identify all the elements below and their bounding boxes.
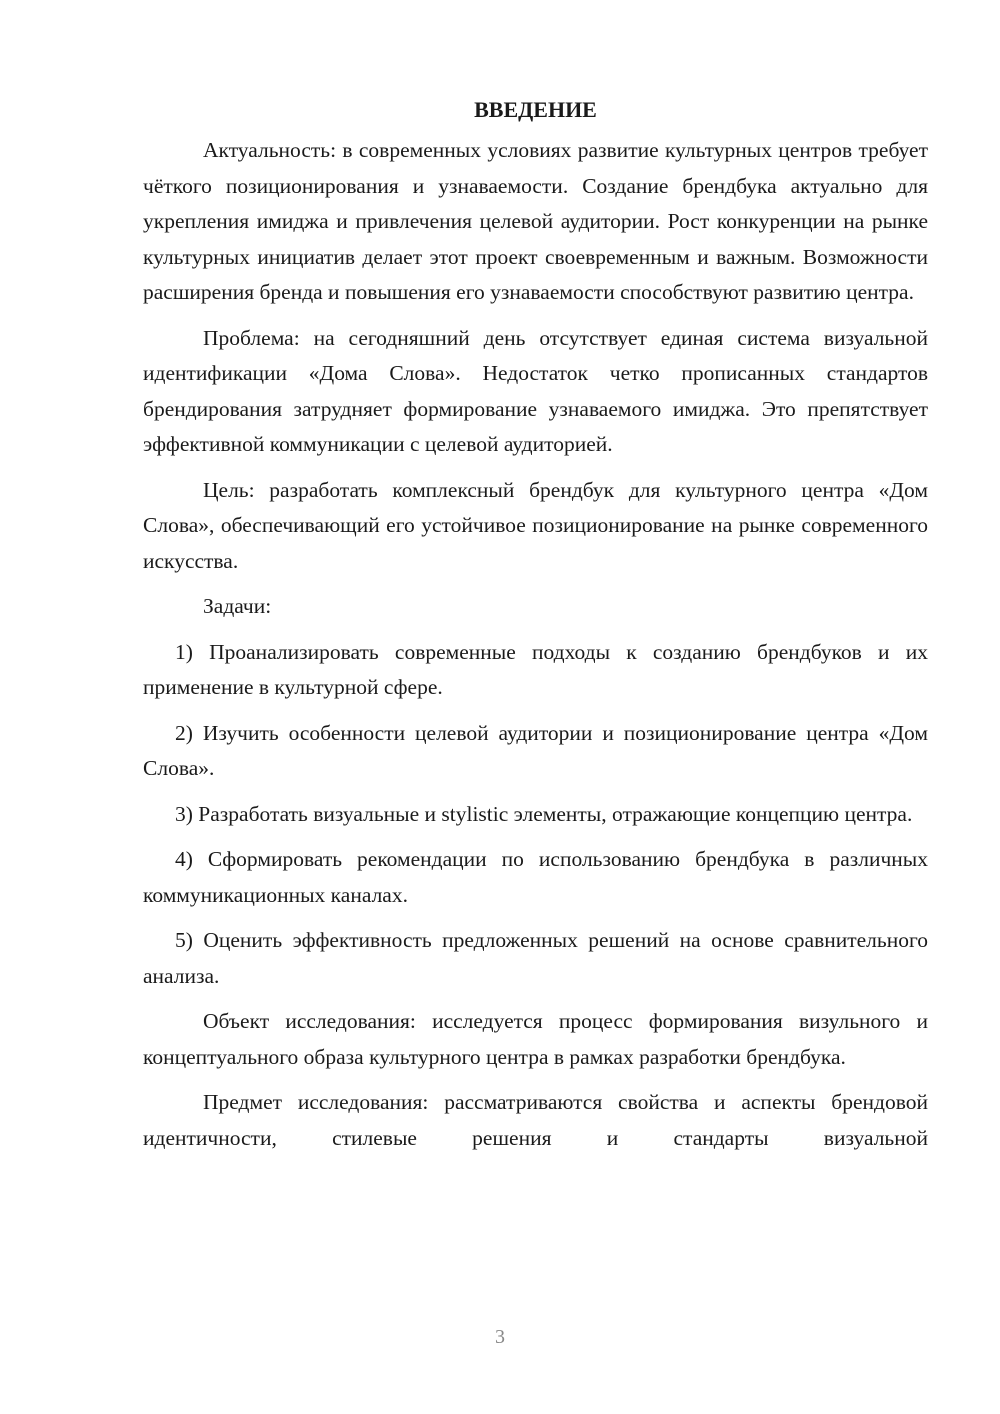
task-item-5: 5) Оценить эффективность предложенных решений на основе сравнительного анализа.: [143, 928, 928, 988]
paragraph-problem: Проблема: на сегодняшний день отсутствует единая система визуальной идентификации «Дома Слова». Недостаток четко прописанных стандартов брендирования затрудняет формирование узнаваемого имиджа. Это препятствует эффективной коммуникации с целевой аудиторией.: [143, 325, 928, 456]
paragraph-subject: Предмет исследования: рассматриваются свойства и аспекты брендовой идентичности, стилевые решения и стандарты визуальной: [143, 1090, 928, 1150]
paragraph-object: Объект исследования: исследуется процесс формирования визульного и концептуального образа культурного центра в рамках разработки брендбука.: [143, 1009, 928, 1069]
paragraph-relevance: Актуальность: в современных условиях развитие культурных центров требует чёткого позиционирования и узнаваемости. Создание брендбука актуально для укрепления имиджа и привлечения целевой аудитории. Рост конкуренции на рынке культурных инициатив делает этот проект своевременным и важным. Возможности расширения бренда и повышения его узнаваемости способствуют развитию центра.: [143, 138, 928, 304]
tasks-heading: Задачи:: [203, 594, 272, 618]
task-item-1: 1) Проанализировать современные подходы к созданию брендбуков и их применение в культурной сфере.: [143, 639, 928, 699]
paragraph-goal: Цель: разработать комплексный брендбук для культурного центра «Дом Слова», обеспечивающий его устойчивое позиционирование на рынке современного искусства.: [143, 477, 928, 573]
section-title: ВВЕДЕНИЕ: [474, 97, 597, 122]
task-item-2: 2) Изучить особенности целевой аудитории и позиционирование центра «Дом Слова».: [143, 720, 928, 780]
task-item-4: 4) Сформировать рекомендации по использованию брендбука в различных коммуникационных каналах.: [143, 847, 928, 907]
document-page: [143, 92, 928, 1166]
page-number: 3: [495, 1326, 505, 1348]
task-item-3: 3) Разработать визуальные и stylistic элементы, отражающие концепцию центра.: [175, 801, 913, 826]
